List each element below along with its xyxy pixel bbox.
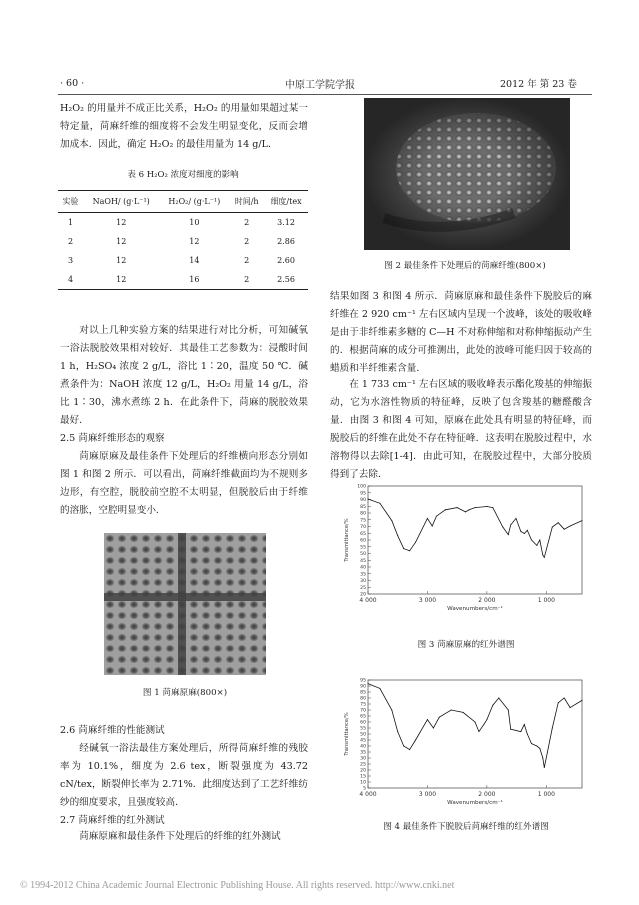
y-tick-label: 45: [360, 738, 366, 744]
ir-result-paragraph: 结果如图 3 和图 4 所示．苘麻原麻和最佳条件下脱胶后的麻纤维在 2 920 cm⁻¹ 左右区域内呈现一个波峰，该处的吸收峰是由于非纤维素多糖的 C—H 不对称伸缩和对称伸缩振动产生的．根据苘麻的成分可推测出，此处的波峰可能归因于较高的蜡质和半纤维素含量．: [330, 291, 592, 374]
table-cell: 2.86: [277, 237, 295, 246]
spectrum-point: [457, 507, 458, 508]
spectrum-point: [475, 507, 476, 508]
spectrum-point: [520, 731, 521, 732]
spectrum-point: [531, 540, 532, 541]
y-tick-label: 75: [360, 702, 366, 708]
spectrum-point: [478, 731, 479, 732]
spectrum-point: [582, 520, 583, 521]
spectrum-point: [368, 498, 369, 499]
y-tick-label: 50: [360, 552, 366, 558]
y-tick-label: 95: [360, 678, 366, 684]
table-cell: 12: [189, 237, 200, 246]
spectrum-point: [436, 516, 437, 517]
spectrum-point: [536, 545, 537, 546]
y-tick-label: 85: [360, 690, 366, 696]
y-tick-label: 65: [360, 714, 366, 720]
y-tick-label: 70: [360, 708, 366, 714]
volume-info: 2012 年 第 23 卷: [500, 79, 577, 90]
y-tick-label: 20: [360, 592, 366, 598]
spectrum-point: [427, 518, 428, 519]
spectrum-point: [403, 548, 404, 549]
y-tick-label: 95: [360, 491, 366, 497]
spectrum-point: [524, 533, 525, 534]
spectrum-point: [582, 700, 583, 701]
table-cell: 12: [116, 218, 127, 227]
y-tick-label: 40: [360, 744, 366, 750]
performance-paragraph: 经碱氧一浴法最佳方案处理后，所得苘麻纤维的残胶率为 10.1%，细度为 2.6 tex，断裂强度为 43.72 cN/tex，断裂伸长率为 2.71%．此细度达到了工艺纤维纺纱的细度要求，且强度较高．: [60, 743, 308, 808]
spectrum-point: [542, 758, 543, 759]
spectrum-point: [527, 734, 528, 735]
spectrum-point: [542, 555, 543, 556]
table-h2o2-effect: [58, 190, 308, 290]
y-tick-label: 20: [360, 768, 366, 774]
spectrum-point: [544, 767, 545, 768]
y-tick-label: 90: [360, 684, 366, 690]
spectrum-point: [415, 542, 416, 543]
y-tick-label: 70: [360, 525, 366, 531]
spectrum-point: [492, 705, 493, 706]
spectrum-point: [409, 749, 410, 750]
spectrum-point: [527, 530, 528, 531]
y-tick-label: 60: [360, 538, 366, 544]
y-tick-label: 25: [360, 762, 366, 768]
table-header: 实验: [58, 191, 83, 213]
y-tick-label: 35: [360, 750, 366, 756]
x-tick-label: 2 000: [478, 791, 496, 798]
y-tick-label: 80: [360, 696, 366, 702]
x-tick-label: 3 000: [418, 791, 437, 798]
spectrum-point: [427, 719, 428, 720]
spectrum-point: [451, 710, 452, 711]
y-tick-label: 5: [363, 786, 366, 792]
x-tick-label: 1 000: [537, 597, 555, 604]
spectrum-point: [391, 710, 392, 711]
y-tick-label: 10: [360, 780, 366, 786]
spectrum-point: [432, 525, 433, 526]
spectrum-point: [558, 522, 559, 523]
figure-1-micrograph: [104, 533, 266, 675]
spectrum-point: [379, 503, 380, 504]
ester-peak-paragraph: 在 1 733 cm⁻¹ 左右区域的吸收峰表示酯化羧基的伸缩振动，它为水溶性物质的特征峰，反映了包含羧基的糖醛酸含量．由图 3 和图 4 可知，原麻在此处具有明显的特征峰，而脱胶后的纤维在此处不存在特征峰．这表明在脱胶过程中，水溶物得以去除[1-4]．由此可知，在脱胶过程中，大部分胶质得到了去除．: [330, 379, 592, 480]
spectrum-point: [536, 746, 537, 747]
infrared-intro-paragraph: 苘麻原麻和最佳条件下处理后的纤维的红外测试: [79, 831, 281, 842]
table-cell: 2: [244, 237, 250, 246]
y-tick-label: 30: [360, 756, 366, 762]
spectrum-point: [539, 540, 540, 541]
y-tick-label: 45: [360, 558, 366, 564]
spectrum-point: [465, 511, 466, 512]
table-cell: 12: [116, 237, 127, 246]
y-tick-label: 100: [357, 484, 366, 490]
y-tick-label: 55: [360, 545, 366, 551]
x-tick-label: 4 000: [359, 791, 377, 798]
spectrum-point: [475, 722, 476, 723]
spectrum-point: [483, 724, 484, 725]
spectrum-point: [544, 557, 545, 558]
spectrum-point: [508, 534, 509, 535]
figure-2-micrograph: [364, 98, 570, 250]
x-axis-label: Wavenumbers/cm⁻¹: [447, 606, 503, 612]
spectrum-point: [368, 683, 369, 684]
header-rule: [58, 94, 592, 95]
spectrum-point: [486, 719, 487, 720]
spectrum-point: [439, 717, 440, 718]
plot-frame: [368, 680, 582, 788]
spectrum-line: [368, 684, 582, 768]
micrograph-texture: [104, 533, 266, 675]
y-tick-label: 85: [360, 504, 366, 510]
y-tick-label: 30: [360, 579, 366, 585]
table-cell: 3: [67, 256, 74, 265]
spectrum-point: [524, 724, 525, 725]
table-row: [58, 232, 308, 251]
y-tick-label: 65: [360, 531, 366, 537]
section-2-5-heading: 2.5 苘麻纤维形态的观察: [60, 433, 165, 444]
table-cell: 1: [67, 218, 74, 227]
table-cell: 12: [83, 270, 159, 290]
table-header: NaOH/ (g·L⁻¹): [83, 191, 159, 213]
spectrum-point: [531, 743, 532, 744]
analysis-paragraph: 对以上几种实验方案的结果进行对比分析，可知碱氧一浴法脱胶效果相对较好．其最佳工艺参数为：浸酸时间 1 h，H₂SO₄ 浓度 2 g/L，浴比 1∶20，温度 50 ℃．碱煮条件为：NaOH 浓度 12 g/L，H₂O₂ 用量 14 g/L，浴比 1∶30，沸水煮练 2 h．在此条件下，苘麻的脱胶效果最好．: [60, 325, 308, 426]
spectrum-point: [552, 728, 553, 729]
y-tick-label: 25: [360, 585, 366, 591]
intro-paragraph: H₂O₂ 的用量并不成正比关系，H₂O₂ 的用量如果超过某一特定量，苘麻纤维的细度将不会发生明显变化，反而会增加成本．因此，确定 H₂O₂ 的最佳用量为 14 g/L．: [60, 103, 308, 150]
table-row: [58, 270, 308, 290]
figure-3-ir-chart: [340, 480, 592, 616]
figure-4-ir-chart: [340, 674, 592, 810]
x-tick-label: 2 000: [478, 597, 496, 604]
y-tick-label: 75: [360, 518, 366, 524]
table-cell: 14: [189, 256, 200, 265]
y-tick-label: 55: [360, 726, 366, 732]
table-cell: 2: [67, 237, 74, 246]
spectrum-point: [508, 710, 509, 711]
table-header: 时间/h: [229, 191, 264, 213]
table-row: [58, 213, 308, 233]
spectrum-point: [445, 509, 446, 510]
spectrum-point: [520, 531, 521, 532]
y-tick-label: 80: [360, 511, 366, 517]
section-2-7-heading: 2.7 苘麻纤维的红外测试: [60, 815, 165, 826]
spectrum-point: [486, 506, 487, 507]
figure-2-caption: 图 2 最佳条件下处理后的苘麻纤维(800×): [384, 261, 546, 271]
spectrum-point: [510, 524, 511, 525]
spectrum-point: [379, 688, 380, 689]
spectrum-point: [570, 707, 571, 708]
spectrum-point: [516, 518, 517, 519]
table-cell: 2: [229, 270, 264, 290]
table-header: H₂O₂/ (g·L⁻¹): [159, 191, 229, 213]
table-title: 表 6 H₂O₂ 浓度对细度的影响: [127, 170, 239, 180]
journal-title: 中原工学院学报: [285, 80, 355, 91]
spectrum-point: [539, 748, 540, 749]
spectrum-point: [498, 698, 499, 699]
y-axis-label: Transmittance/%: [344, 712, 350, 756]
spectrum-point: [570, 525, 571, 526]
table-cell: 16: [159, 270, 229, 290]
spectrum-point: [463, 712, 464, 713]
spectrum-point: [433, 728, 434, 729]
y-tick-label: 90: [360, 498, 366, 504]
y-tick-label: 40: [360, 565, 366, 571]
spectrum-point: [558, 702, 559, 703]
figure-3-caption: 图 3 苘麻原麻的红外谱图: [417, 640, 515, 650]
spectrum-point: [409, 550, 410, 551]
table-cell: 12: [116, 256, 127, 265]
x-tick-label: 4 000: [359, 597, 377, 604]
y-tick-label: 15: [360, 774, 366, 780]
y-axis-label: Transmittance/%: [344, 518, 350, 562]
spectrum-point: [564, 698, 565, 699]
y-tick-label: 50: [360, 732, 366, 738]
spectrum-point: [502, 527, 503, 528]
copyright-footer: © 1994-2012 China Academic Journal Electronic Publishing House. All rights reserved. http://www.cnki.net: [20, 880, 455, 891]
spectrum-point: [510, 729, 511, 730]
morphology-paragraph: 苘麻原麻及最佳条件下处理后的纤维横向形态分别如图 1 和图 2 所示．可以看出，苘麻纤维截面均为不规则多边形，有空腔，脱胶前空腔不太明显，但脱胶后由于纤维的溶胀，空腔明显变小．: [60, 451, 308, 516]
x-tick-label: 1 000: [537, 791, 555, 798]
spectrum-point: [403, 746, 404, 747]
table-cell: 2.60: [277, 256, 295, 265]
x-axis-label: Wavenumbers/cm⁻¹: [447, 800, 503, 806]
figure-1-caption: 图 1 苘麻原麻(800×): [142, 688, 228, 698]
y-tick-label: 35: [360, 572, 366, 578]
section-2-6-heading: 2.6 苘麻纤维的性能测试: [60, 725, 165, 736]
table-cell: 4: [58, 270, 83, 290]
table-cell: 3.12: [277, 218, 295, 227]
table-cell: 2.56: [264, 270, 308, 290]
table-row: [58, 251, 308, 270]
spectrum-point: [492, 507, 493, 508]
spectrum-point: [552, 527, 553, 528]
spectrum-point: [397, 535, 398, 536]
table-cell: 10: [189, 218, 200, 227]
spectrum-point: [415, 740, 416, 741]
table-cell: 2: [244, 218, 250, 227]
table-header: 细度/tex: [264, 191, 308, 213]
spectrum-point: [391, 520, 392, 521]
figure-4-caption: 图 4 最佳条件下脱胶后苘麻纤维的红外谱图: [383, 822, 549, 832]
y-tick-label: 60: [360, 720, 366, 726]
spectrum-point: [564, 529, 565, 530]
page-number: · 60 ·: [60, 78, 85, 89]
table-cell: 2: [244, 256, 250, 265]
micrograph-texture: [364, 98, 570, 250]
spectrum-point: [469, 509, 470, 510]
x-tick-label: 3 000: [418, 597, 437, 604]
spectrum-point: [397, 731, 398, 732]
